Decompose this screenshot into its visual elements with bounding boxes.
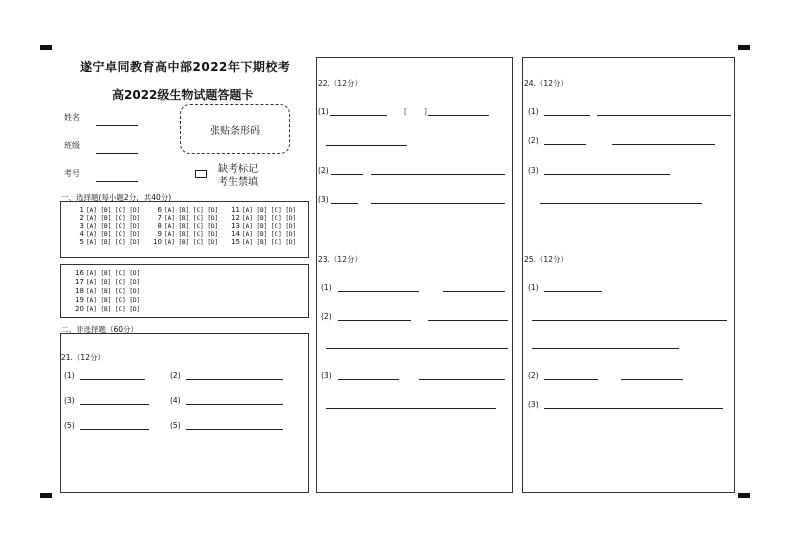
q21-answer-3[interactable] (80, 404, 149, 405)
choice-options[interactable]: [A] [B] [C] [D] (86, 207, 141, 214)
choice-row[interactable] (228, 206, 296, 214)
q25-label-3: (3) (528, 400, 539, 409)
q22-answer-1b[interactable] (428, 115, 489, 116)
q24-answer-2a[interactable] (544, 144, 586, 145)
choice-row[interactable] (150, 214, 218, 222)
q22-answer-2a[interactable] (331, 174, 363, 175)
choice-options[interactable]: [A] [B] [C] [D] (164, 223, 219, 230)
q22-answer-1a[interactable] (330, 115, 387, 116)
q24-answer-2b[interactable] (612, 144, 715, 145)
q22-label-1: (1) (318, 107, 329, 116)
choice-options[interactable]: [A] [B] [C] [D] (86, 288, 141, 295)
q23-label-2: (2) (321, 312, 332, 321)
choice-options[interactable]: [A] [B] [C] [D] (86, 270, 141, 277)
question-number: 14 (231, 230, 240, 238)
choice-options[interactable]: [A] [B] [C] [D] (86, 239, 141, 246)
choice-row[interactable] (72, 269, 140, 277)
absent-note: 考生禁填 (218, 177, 258, 188)
question-number: 19 (75, 296, 84, 304)
q21-answer-5[interactable] (80, 429, 149, 430)
question-number: 5 (79, 238, 84, 246)
q21-label-4: (4) (170, 396, 181, 405)
absent-mark-block (218, 163, 258, 189)
q21-answer-2[interactable] (186, 379, 283, 380)
choice-row[interactable] (150, 238, 218, 246)
q24-label-2: (2) (528, 136, 539, 145)
choice-row[interactable] (72, 230, 140, 238)
question-number: 7 (157, 214, 162, 222)
choice-row[interactable] (228, 230, 296, 238)
question-number: 16 (75, 269, 84, 277)
question-number: 15 (231, 238, 240, 246)
q25-label-2: (2) (528, 371, 539, 380)
q25-answer-3a[interactable] (544, 408, 723, 409)
q23-label-1: (1) (321, 283, 332, 292)
choice-options[interactable]: [A] [B] [C] [D] (164, 231, 219, 238)
answer-panel-right (522, 57, 735, 493)
barcode-label: 张贴条形码 (210, 125, 260, 137)
exam-no-field[interactable] (96, 181, 138, 182)
bracket-open: [ (404, 107, 407, 116)
q21-answer-4[interactable] (186, 404, 283, 405)
q24-label-3: (3) (528, 166, 539, 175)
choice-row[interactable] (72, 296, 140, 304)
q22-answer-1c[interactable] (326, 145, 407, 146)
q21-answer-1[interactable] (80, 379, 145, 380)
exam-no-label: 考号 (64, 169, 80, 178)
q23-answer-3a[interactable] (338, 379, 399, 380)
q24-header: 24.（12分） (524, 79, 568, 88)
q23-answer-2b[interactable] (428, 320, 508, 321)
q23-header: 23.（12分） (318, 255, 362, 264)
q25-answer-1b[interactable] (532, 320, 727, 321)
q24-answer-3b[interactable] (540, 203, 702, 204)
choice-options[interactable]: [A] [B] [C] [D] (164, 207, 219, 214)
registration-mark-bottom-left (40, 493, 52, 498)
choice-options[interactable]: [A] [B] [C] [D] (86, 231, 141, 238)
q25-answer-2a[interactable] (544, 379, 598, 380)
absent-checkbox[interactable] (195, 170, 207, 178)
q23-answer-2a[interactable] (338, 320, 411, 321)
choice-row[interactable] (72, 214, 140, 222)
q24-answer-1a[interactable] (544, 115, 590, 116)
question-number: 13 (231, 222, 240, 230)
q23-answer-2c[interactable] (326, 348, 508, 349)
choice-options[interactable]: [A] [B] [C] [D] (242, 239, 297, 246)
q22-answer-2b[interactable] (371, 174, 505, 175)
q21-label-3: (3) (64, 396, 75, 405)
q22-label-3: (3) (318, 195, 329, 204)
q24-label-1: (1) (528, 107, 539, 116)
page-title: 遂宁卓同教育高中部2022年下期校考 (80, 60, 291, 74)
question-number: 1 (79, 206, 84, 214)
q23-answer-3c[interactable] (326, 408, 496, 409)
question-number: 9 (157, 230, 162, 238)
choice-row[interactable] (72, 287, 140, 295)
question-number: 11 (231, 206, 240, 214)
choice-options[interactable]: [A] [B] [C] [D] (242, 207, 297, 214)
bracket-close: ] (424, 107, 427, 116)
name-label: 姓名 (64, 113, 80, 122)
q22-answer-3b[interactable] (371, 203, 505, 204)
absent-mark-label: 缺考标记 (218, 164, 258, 175)
q21-label-2: (2) (170, 371, 181, 380)
registration-mark-top-right (738, 45, 750, 50)
choice-options[interactable]: [A] [B] [C] [D] (86, 306, 141, 313)
q24-answer-1b[interactable] (597, 115, 731, 116)
class-field[interactable] (96, 153, 138, 154)
q23-answer-1b[interactable] (443, 291, 505, 292)
choice-row[interactable] (72, 206, 140, 214)
q21-label-1: (1) (64, 371, 75, 380)
registration-mark-bottom-right (738, 493, 750, 498)
choice-row[interactable] (72, 305, 140, 313)
registration-mark-top-left (40, 45, 52, 50)
answer-panel-middle (316, 57, 513, 493)
question-number: 17 (75, 278, 84, 286)
q25-header: 25.（12分） (524, 255, 568, 264)
choice-row[interactable] (72, 238, 140, 246)
q23-answer-3b[interactable] (419, 379, 505, 380)
section1-title: 一、选择题(每小题2分，共40分) (61, 193, 172, 202)
q22-label-2: (2) (318, 166, 329, 175)
choice-options[interactable]: [A] [B] [C] [D] (86, 297, 141, 304)
q22-answer-3a[interactable] (331, 203, 358, 204)
q25-answer-1c[interactable] (532, 348, 679, 349)
q23-answer-1a[interactable] (338, 291, 419, 292)
choice-row[interactable] (72, 222, 140, 230)
choice-options[interactable]: [A] [B] [C] [D] (86, 223, 141, 230)
choice-options[interactable]: [A] [B] [C] [D] (242, 215, 297, 222)
class-label: 班级 (64, 141, 80, 150)
question-number: 8 (157, 222, 162, 230)
q25-label-1: (1) (528, 283, 539, 292)
choice-row[interactable] (150, 206, 218, 214)
name-field[interactable] (96, 125, 138, 126)
choice-row[interactable] (150, 222, 218, 230)
choice-options[interactable]: [A] [B] [C] [D] (242, 223, 297, 230)
q21-header: 21.（12分） (61, 353, 105, 362)
choice-options[interactable]: [A] [B] [C] [D] (164, 215, 219, 222)
q24-answer-3a[interactable] (544, 174, 670, 175)
choice-row[interactable] (228, 238, 296, 246)
question-number: 20 (75, 305, 84, 313)
q22-header: 22.（12分） (318, 79, 362, 88)
page-subtitle: 高2022级生物试题答题卡 (112, 88, 254, 102)
q21-label-5: (5) (64, 421, 75, 430)
question-number: 4 (79, 230, 84, 238)
question-number: 18 (75, 287, 84, 295)
question-number: 3 (79, 222, 84, 230)
choice-row[interactable] (72, 278, 140, 286)
choice-row[interactable] (150, 230, 218, 238)
q23-label-3: (3) (321, 371, 332, 380)
question-number: 6 (157, 206, 162, 214)
q21-answer-6[interactable] (186, 429, 283, 430)
choice-options[interactable]: [A] [B] [C] [D] (86, 279, 141, 286)
choice-row[interactable] (228, 214, 296, 222)
question-number: 2 (79, 214, 84, 222)
choice-options[interactable]: [A] [B] [C] [D] (242, 231, 297, 238)
choice-row[interactable] (228, 222, 296, 230)
choice-options[interactable]: [A] [B] [C] [D] (164, 239, 219, 246)
section2-title: 二、非选择题（60分） (61, 325, 139, 334)
choice-options[interactable]: [A] [B] [C] [D] (86, 215, 141, 222)
barcode-area (180, 104, 290, 154)
q25-answer-2b[interactable] (621, 379, 683, 380)
q25-answer-1a[interactable] (544, 291, 602, 292)
q21-label-6: (5) (170, 421, 181, 430)
question-number: 10 (153, 238, 162, 246)
question-number: 12 (231, 214, 240, 222)
